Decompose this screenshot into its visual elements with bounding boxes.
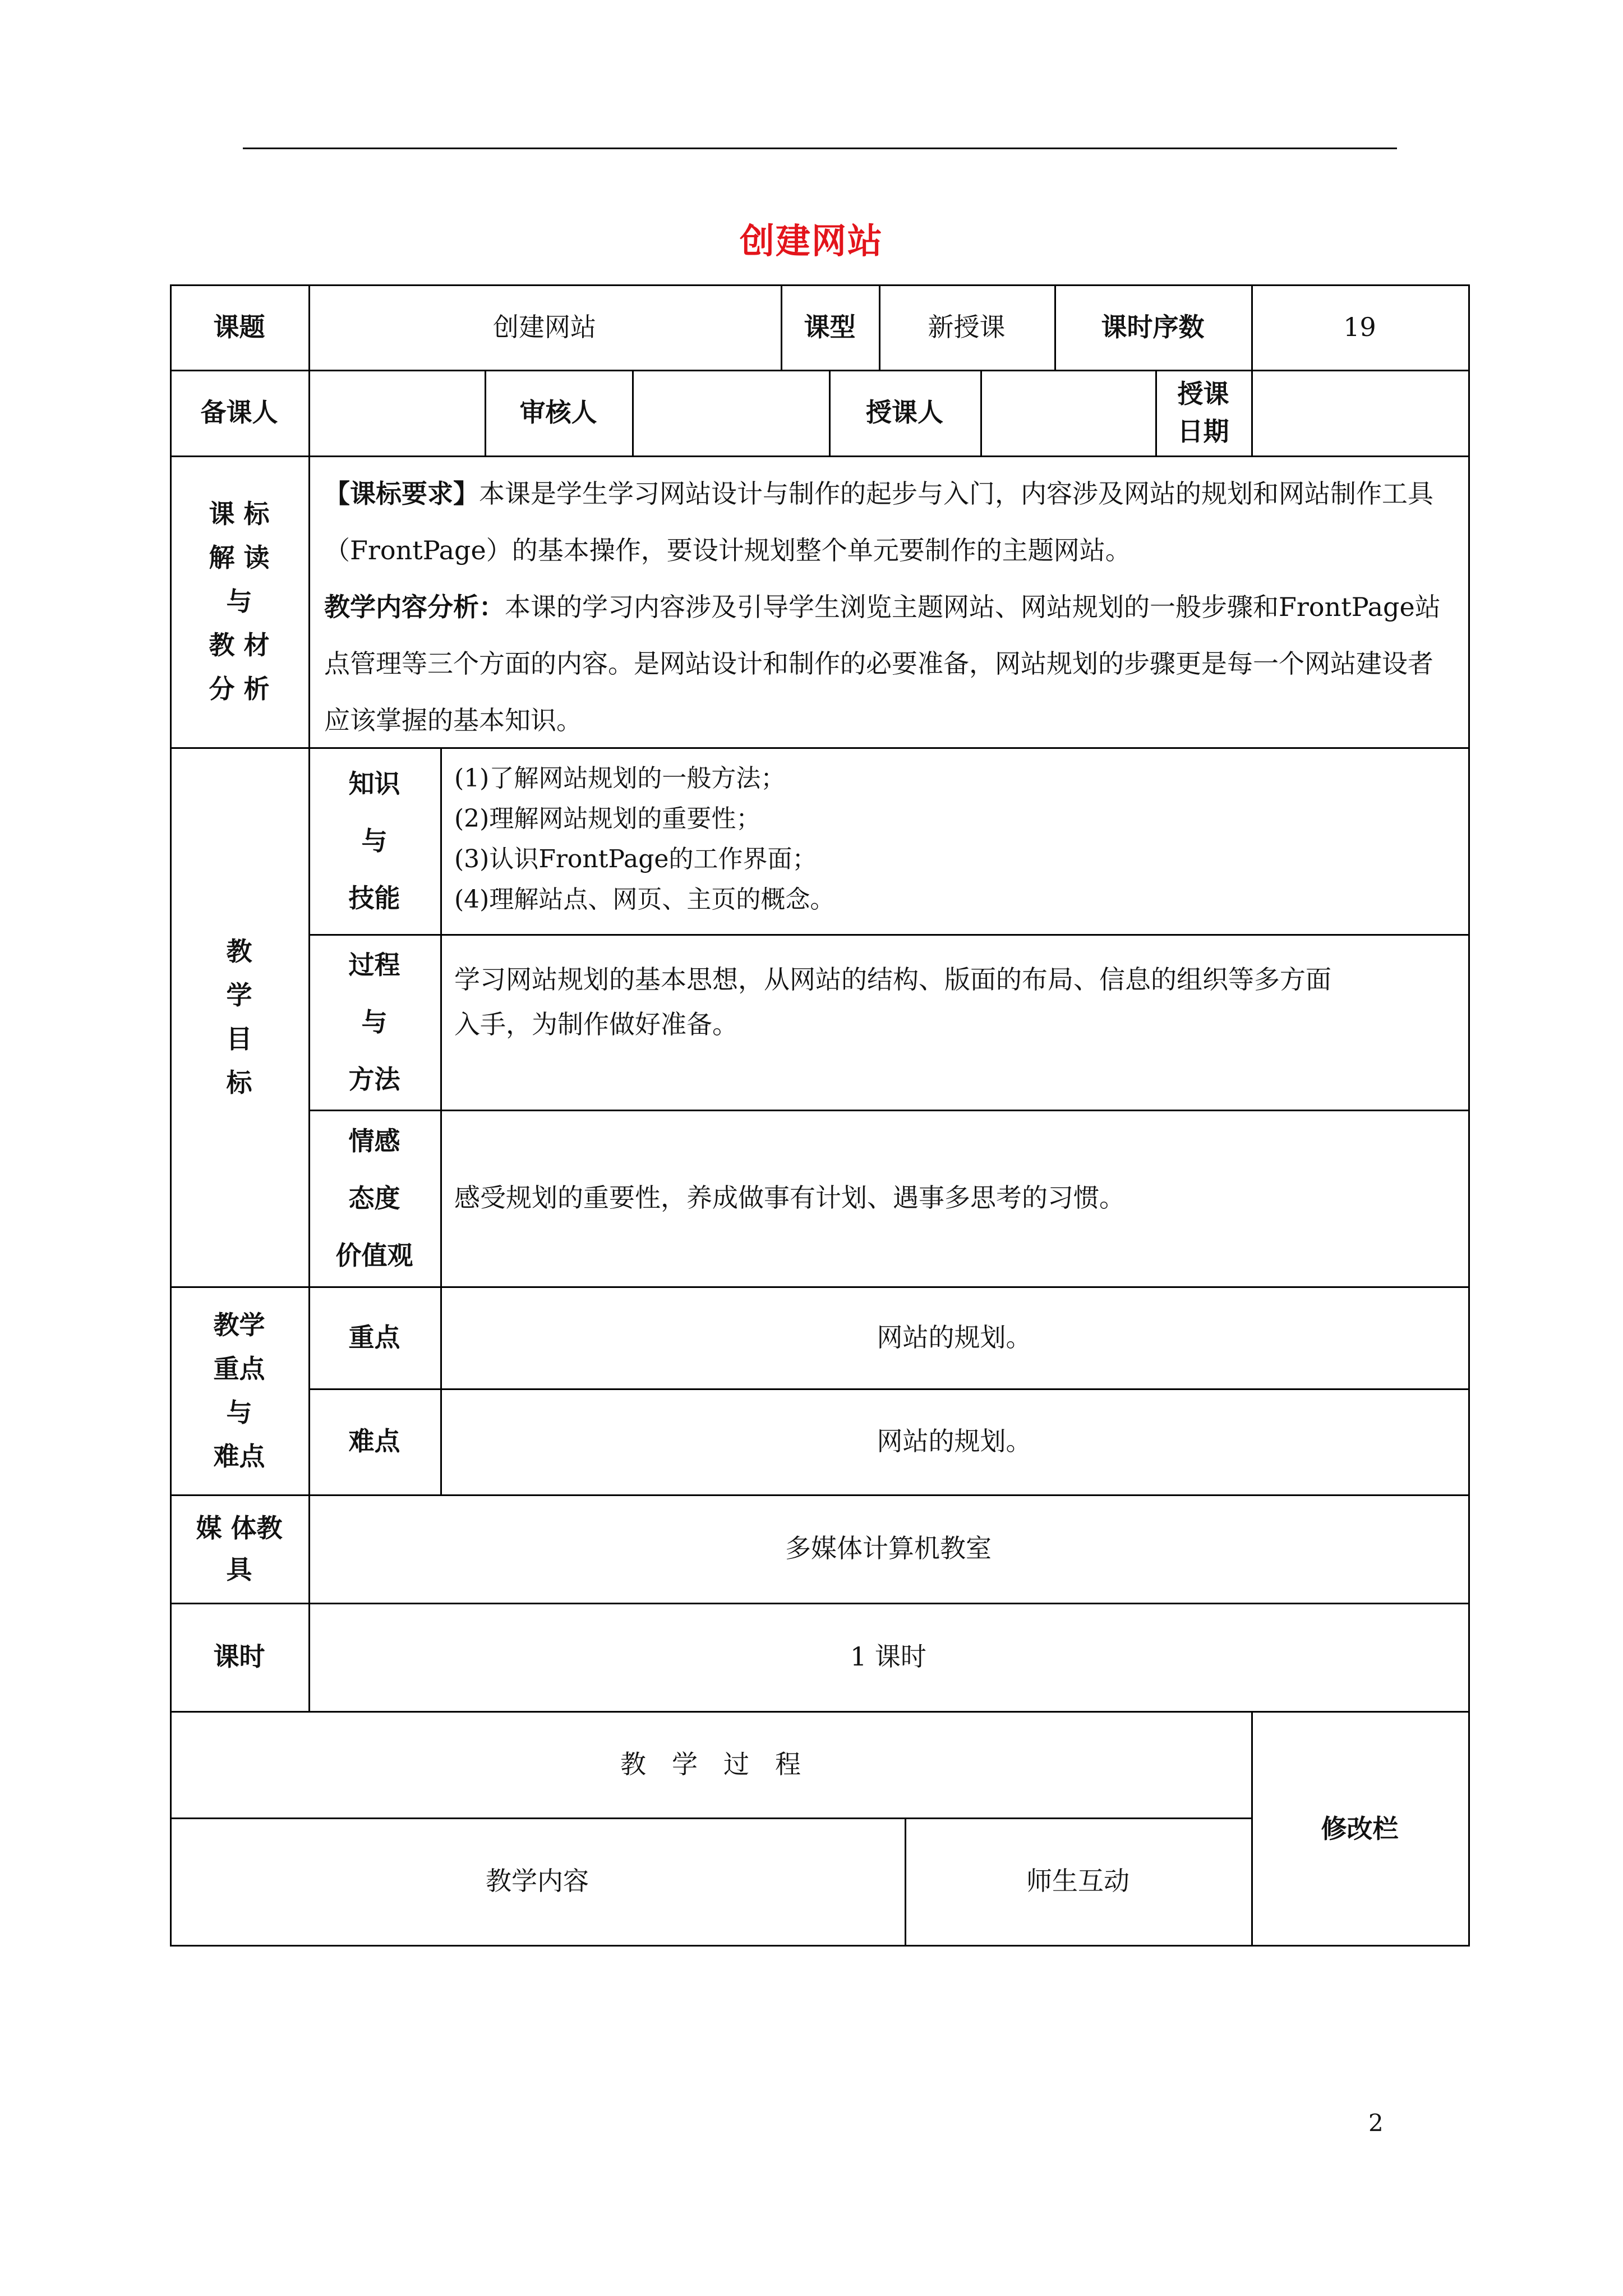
teacher-value: [980, 370, 1155, 455]
knowledge-list: [454, 758, 1458, 920]
page-title: 创建网站: [739, 220, 883, 261]
header-rule: [243, 148, 1397, 149]
sequence-value: 19: [1343, 311, 1376, 342]
media-label: 媒 体教 具: [196, 1512, 283, 1585]
key-point-label: 重点: [348, 1322, 400, 1352]
page-number: 2: [1368, 2109, 1384, 2137]
difficult-point-label: 难点: [348, 1426, 400, 1456]
teacher-label: 授课人: [866, 397, 943, 427]
media-value: 多媒体计算机教室: [785, 1533, 992, 1563]
preparer-label: 备课人: [200, 397, 278, 427]
key-point-value: 网站的规划。: [877, 1322, 1032, 1352]
analysis-label: 课 标 解 读 与 教 材 分 析: [209, 499, 270, 704]
keypoints-label: 教学 重点 与 难点: [213, 1309, 265, 1471]
list-item: (4)理解站点、网页、主页的概念。: [454, 885, 835, 914]
reviewer-value: [632, 370, 829, 455]
type-label: 课型: [804, 311, 856, 342]
preparer-value: [308, 370, 485, 455]
reviewer-label: 审核人: [519, 397, 597, 427]
analysis-text: 【课标要求】本课是学生学习网站设计与制作的起步与入门，内容涉及网站的规划和网站制作工具（FrontPage）的基本操作，要设计规划整个单元要制作的主题网站。 教学内容分析：本课的学习内容涉及引导学生浏览主题网站、网站规划的一般步骤和FrontPage站点管理等三个方面的内容。是网站设计和制作的必要准备，网站规划的步骤更是每一个网站建设者应该掌握的基本知识。: [324, 478, 1441, 735]
date-label: 授课 日期: [1177, 378, 1229, 447]
process-heading: 教 学 过 程: [620, 1749, 801, 1779]
goals-label: 教 学 目 标: [226, 936, 252, 1098]
revision-label: 修改栏: [1321, 1813, 1399, 1844]
knowledge-label: 知识 与 技能: [348, 768, 400, 913]
topic-label: 课题: [213, 311, 265, 342]
hours-value: 1 课时: [850, 1641, 926, 1672]
process-text: 学习网站规划的基本思想，从网站的结构、版面的布局、信息的组织等多方面 入手，为制作做好准备。: [454, 964, 1331, 1039]
list-item: (3)认识FrontPage的工作界面；: [454, 845, 817, 873]
interaction-label: 师生互动: [1026, 1866, 1129, 1896]
process-label: 过程 与 方法: [348, 949, 400, 1094]
difficult-point-value: 网站的规划。: [877, 1426, 1032, 1456]
date-value: [1251, 370, 1468, 455]
emotion-text: 感受规划的重要性，养成做事有计划、遇事多思考的习惯。: [454, 1182, 1125, 1213]
teaching-content-label: 教学内容: [486, 1866, 589, 1896]
hours-label: 课时: [213, 1641, 265, 1672]
list-item: (1)了解网站规划的一般方法；: [454, 764, 786, 793]
sequence-label: 课时序数: [1101, 311, 1205, 342]
list-item: (2)理解网站规划的重要性；: [454, 804, 761, 833]
emotion-label: 情感 态度 价值观: [335, 1125, 413, 1271]
topic-value: 创建网站: [493, 311, 596, 342]
type-value: 新授课: [928, 311, 1006, 342]
